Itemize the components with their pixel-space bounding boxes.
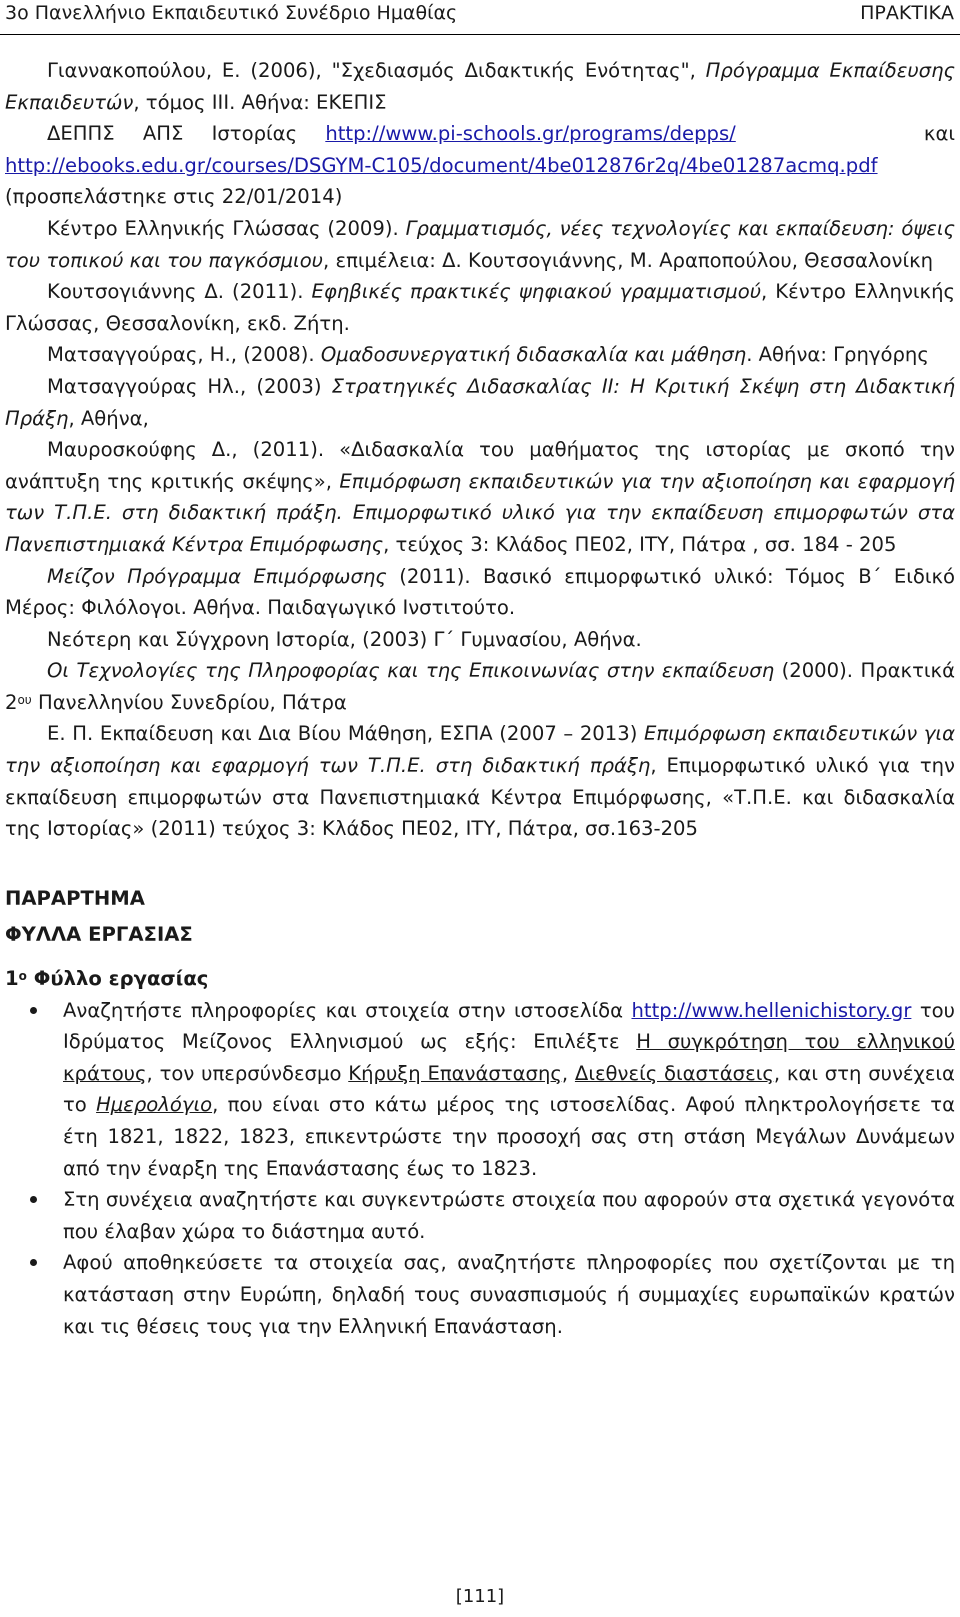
reference-depps: ΔΕΠΠΣ ΑΠΣ Ιστορίας http://www.pi-schools.gr/programs/depps/ και: [47, 122, 955, 146]
page-number: [111]: [455, 1586, 505, 1607]
page-header: [0, 0, 960, 35]
header-conference-title: 3ο Πανελλήνιο Εκπαιδευτικό Συνέδριο Ημαθίας: [5, 2, 458, 24]
link-sygkrotisi[interactable]: Η συγκρότηση του ελληνικού κράτους: [63, 1030, 955, 1085]
reference-ebooks: [5, 150, 955, 182]
reference-kentro: Κέντρο Ελληνικής Γλώσσας (2009). Γραμματισμός, νέες τεχνολογίες και εκπαίδευση: όψεις του τοπικού και του παγκόσμιου, επιμέλεια: Δ. Κουτσογιάννης, Μ. Αραποπούλου, Θεσσαλονίκη: [5, 216, 955, 272]
worksheet-item-2: Στη συνέχεια αναζητήστε και συγκεντρώστε στοιχεία που αφορούν στα σχετικά γεγονότα που έλαβαν χώρα το διάστημα αυτό.: [63, 1184, 955, 1247]
reference-neoteri: Νεότερη και Σύγχρονη Ιστορία, (2003) Γ΄ Γυμνασίου, Αθήνα.: [47, 627, 642, 651]
header-section-label: ΠΡΑΚΤΙΚΑ: [860, 2, 954, 24]
reference-tpe-2000: Οι Τεχνολογίες της Πληροφορίας και της Επικοινωνίας στην εκπαίδευση (2000). Πρακτικά $2^{o\upsilon}$ Πανελληνίου Συνεδρίου, Πάτρα: [5, 659, 955, 714]
reference-espa: Ε. Π. Εκπαίδευση και Δια Βίου Μάθηση, ΕΣΠΑ (2007 – 2013) Επιμόρφωση εκπαιδευτικών για την αξιοποίηση και εφαρμογή των Τ.Π.Ε. στη διδακτική πράξη, Επιμορφωτικό υλικό για την εκπαίδευση επιμορφωτών στα Πανεπιστημιακά Κέντρα Επιμόρφωσης, «Τ.Π.Ε. και διδασκαλία της Ιστορίας» (2011) τεύχος 3: Κλάδος ΠΕ02, ΙΤΥ, Πάτρα, σσ.163-205: [5, 722, 955, 841]
worksheet-item-3: Αφού αποθηκεύσετε τα στοιχεία σας, αναζητήστε πληροφορίες που σχετίζονται με τη κατάσταση στην Ευρώπη, δηλαδή τους συνασπισμούς ή συμμαχίες ευρωπαϊκών κρατών και τις θέσεις τους για την Ελληνική Επανάσταση.: [63, 1247, 955, 1342]
worksheet-item-1: Αναζητήστε πληροφορίες και στοιχεία στην ιστοσελίδα http://www.hellenichistory.gr του Ιδρύματος Μείζονος Ελληνισμού ως εξής: Επιλέξτε Η συγκρότηση του ελληνικού κράτους, τον υπερσύνδεσμο Κήρυξη Επανάστασης, Διεθνείς διαστάσεις, και στη συνέχεια το Ημερολόγιο, που είναι στο κάτω μέρος της ιστοσελίδας. Αφού πληκτρολογήσετε τα έτη 1821, 1822, 1823, επικεντρώστε την προσοχή σας στη στάση Μεγάλων Δυνάμεων από την έναρξη της Επανάστασης έως το 1823.: [63, 995, 955, 1185]
reference-giannakopoulou: Γιαννακοπούλου, Ε. (2006), "Σχεδιασμός Διδακτικής Ενότητας", Πρόγραμμα Εκπαίδευσης Εκπαιδευτών, τόμος ΙΙΙ. Αθήνα: ΕΚΕΠΙΣ: [5, 59, 955, 114]
worksheet-1-list: [5, 995, 955, 1343]
worksheet-1-title: $1^o$ Φύλλο εργασίας: [5, 967, 209, 991]
worksheets-title: ΦΥΛΛΑ ΕΡΓΑΣΙΑΣ: [5, 923, 193, 947]
reference-meizon: Μείζον Πρόγραμμα Επιμόρφωσης (2011). Βασικό επιμορφωτικό υλικό: Τόμος Β΄ Ειδικό Μέρος: Φιλόλογοι. Αθήνα. Παιδαγωγικό Ινστιτούτο.: [5, 564, 956, 620]
hellenichistory-link[interactable]: http://www.hellenichistory.gr: [631, 998, 912, 1022]
ebooks-link[interactable]: http://ebooks.edu.gr/courses/DSGYM-C105/document/4be012876r2q/4be01287acmq.pdf: [5, 153, 878, 177]
link-kiryxi-epanastasis[interactable]: Κήρυξη Επανάστασης: [348, 1061, 562, 1085]
page-content: [5, 55, 955, 1342]
reference-koutsogiannis: Κουτσογιάννης Δ. (2011). Εφηβικές πρακτικές ψηφιακού γραμματισμού, Κέντρο Ελληνικής Γλώσσας, Θεσσαλονίκη, εκδ. Ζήτη.: [5, 280, 955, 335]
reference-matsaggouras-2003: Ματσαγγούρας Ηλ., (2003) Στρατηγικές Διδασκαλίας ΙΙ: Η Κριτική Σκέψη στη Διδακτική Πράξη, Αθήνα,: [5, 374, 955, 430]
reference-mavroskoufis: Μαυροσκούφης Δ., (2011). «Διδασκαλία του μαθήματος της ιστορίας με σκοπό την ανάπτυξη της κριτικής σκέψης», Επιμόρφωση εκπαιδευτικών για την αξιοποίηση και εφαρμογή των Τ.Π.Ε. στη διδακτική πράξη. Επιμορφωτικό υλικό για την εκπαίδευση επιμορφωτών στα Πανεπιστημιακά Κέντρα Επιμόρφωσης, τεύχος 3: Κλάδος ΠΕ02, ΙΤΥ, Πάτρα , σσ. 184 - 205: [5, 438, 955, 556]
reference-ebooks-access: (προσπελάστηκε στις 22/01/2014): [5, 185, 343, 209]
appendix-title: ΠΑΡΑΡΤΗΜΑ: [5, 886, 145, 910]
link-diethneis-diastaseis[interactable]: Διεθνείς διαστάσεις: [574, 1061, 774, 1085]
link-imerologio[interactable]: Ημερολόγιο: [96, 1093, 213, 1117]
depps-link[interactable]: http://www.pi-schools.gr/programs/depps/: [325, 122, 736, 146]
reference-matsaggouras-2008: Ματσαγγούρας, Η., (2008). Ομαδοσυνεργατική διδασκαλία και μάθηση. Αθήνα: Γρηγόρης: [47, 343, 929, 367]
